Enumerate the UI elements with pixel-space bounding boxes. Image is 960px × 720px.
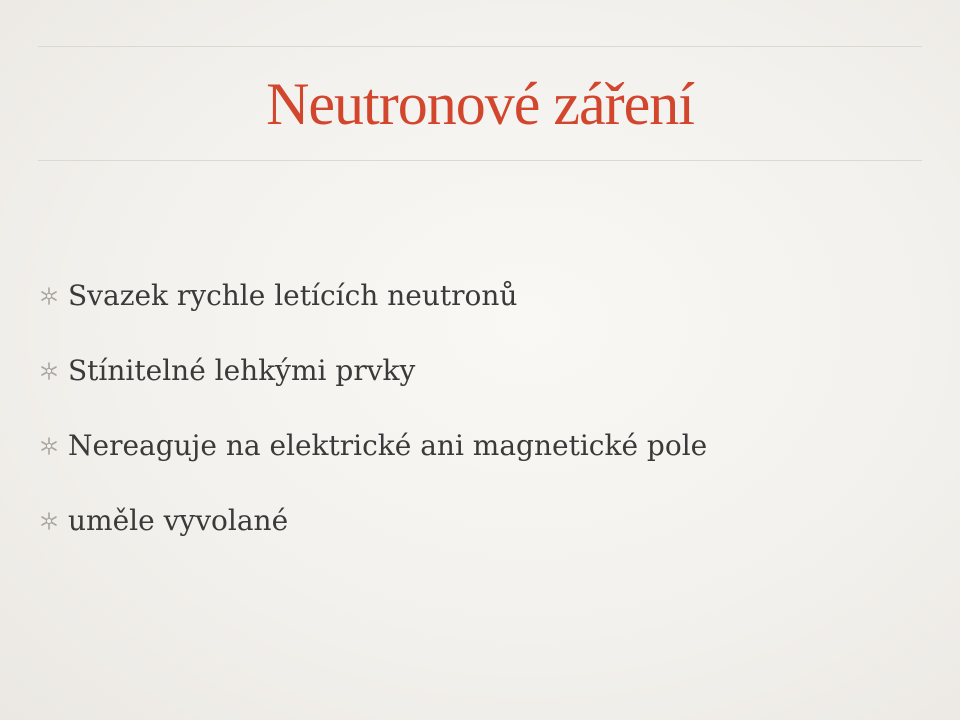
bullet-text: uměle vyvolané [68, 504, 289, 537]
asterisk-icon [38, 360, 60, 382]
bullet-text: Svazek rychle letících neutronů [68, 279, 518, 312]
asterisk-icon [38, 510, 60, 532]
title-divider [38, 160, 922, 161]
bullet-text: Stínitelné lehkými prvky [68, 354, 416, 387]
list-item [38, 278, 707, 314]
slide-title: Neutronové záření [266, 71, 694, 137]
top-divider [38, 46, 922, 47]
asterisk-icon [38, 435, 60, 457]
bullet-text: Nereaguje na elektrické ani magnetické pole [68, 429, 708, 462]
list-item [38, 503, 707, 539]
list-item [38, 353, 707, 389]
asterisk-icon [38, 285, 60, 307]
list-item [38, 428, 707, 464]
bullet-list [38, 278, 707, 578]
